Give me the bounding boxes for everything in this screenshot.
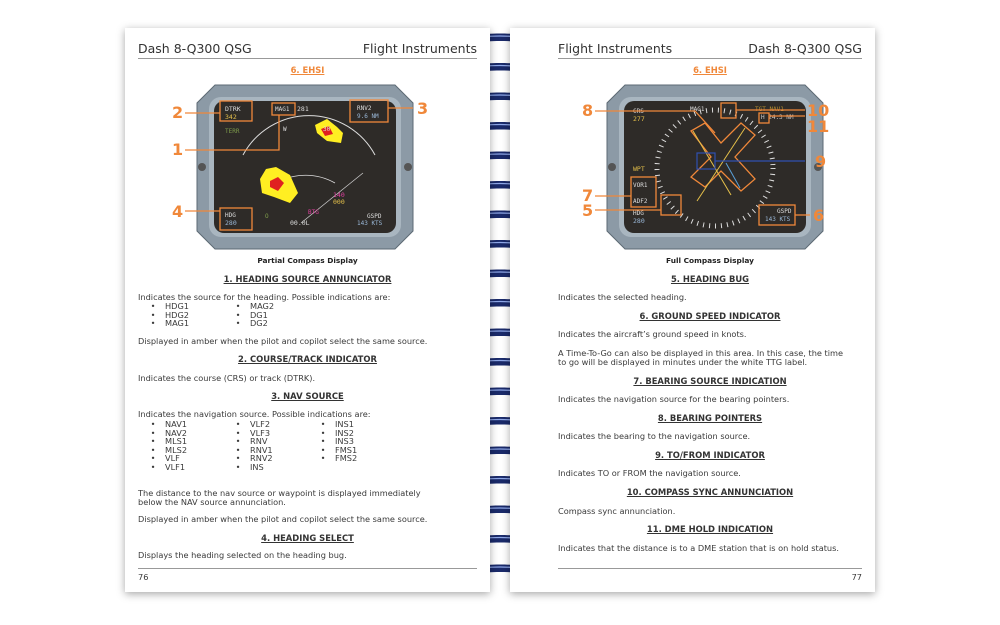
- list-item: • INS2: [315, 429, 357, 438]
- svg-text:3: 3: [417, 99, 429, 118]
- bearing-pointers-title: 8. BEARING POINTERS: [657, 413, 763, 423]
- list-item: • MAG1: [145, 319, 189, 328]
- list-item: • RNV: [230, 437, 273, 446]
- paragraph: to go will be displayed in minutes under the white TTG label.: [558, 357, 808, 367]
- compass-sync-title: 10. COMPASS SYNC ANNUNCIATION: [626, 487, 794, 497]
- left-page: [125, 28, 490, 592]
- svg-text:10: 10: [807, 101, 830, 120]
- list-item: • DG2: [230, 319, 274, 328]
- heading-select-title: 4. HEADING SELECT: [261, 533, 354, 543]
- paragraph: Indicates the navigation source for the bearing pointers.: [558, 394, 790, 404]
- list-item: • VLF1: [145, 463, 187, 472]
- svg-text:GSPD: GSPD: [367, 213, 382, 220]
- bullet-list: [230, 302, 274, 328]
- svg-text:143 KTS: 143 KTS: [357, 220, 383, 227]
- paragraph: Displays the heading selected on the heading bug.: [138, 550, 347, 560]
- svg-text:H 24.3 NM: H 24.3 NM: [761, 114, 794, 121]
- paragraph: A Time-To-Go can also be displayed in this area. In this case, the time: [558, 348, 844, 358]
- list-item: • INS1: [315, 420, 357, 429]
- svg-text:CRS: CRS: [633, 108, 644, 115]
- paragraph: Indicates the aircraft’s ground speed in knots.: [558, 329, 747, 339]
- right-page: [510, 28, 875, 592]
- svg-text:9.6 NM: 9.6 NM: [357, 113, 379, 120]
- paragraph: Displayed in amber when the pilot and copilot select the same source.: [138, 336, 428, 346]
- svg-text:280: 280: [225, 219, 237, 227]
- svg-text:8: 8: [582, 101, 594, 120]
- svg-text:MAG1: MAG1: [690, 106, 705, 113]
- list-item: • FMS1: [315, 446, 357, 455]
- svg-text:VOR1: VOR1: [633, 182, 648, 189]
- bullet-list: [145, 302, 189, 328]
- page-number: 76: [138, 572, 149, 582]
- svg-text:5: 5: [582, 201, 594, 220]
- svg-text:00.0L: 00.0L: [290, 219, 310, 227]
- svg-text:277: 277: [633, 115, 645, 123]
- figure-caption: Partial Compass Display: [257, 256, 358, 265]
- to-from-title: 9. TO/FROM INDICATOR: [655, 450, 765, 460]
- paragraph: Indicates the selected heading.: [558, 292, 687, 302]
- header-title: Dash 8-Q300 QSG: [748, 41, 862, 56]
- paragraph: The distance to the nav source or waypoint is displayed immediately: [138, 488, 421, 498]
- paragraph: Indicates the source for the heading. Possible indications are:: [138, 292, 391, 302]
- list-item: • VLF2: [230, 420, 273, 429]
- list-item: • RNV2: [230, 454, 273, 463]
- list-item: • MLS2: [145, 446, 187, 455]
- paragraph: Indicates that the distance is to a DME station that is on hold status.: [558, 543, 839, 553]
- figure-caption: Full Compass Display: [666, 256, 754, 265]
- svg-text:GSPD: GSPD: [777, 208, 792, 215]
- svg-text:MAG1: MAG1: [275, 106, 290, 113]
- svg-text:W: W: [283, 126, 287, 133]
- svg-text:DTRK: DTRK: [225, 105, 241, 113]
- svg-text:342: 342: [225, 113, 237, 121]
- svg-text:2: 2: [172, 103, 184, 122]
- svg-text:7: 7: [582, 186, 594, 205]
- ground-speed-title: 6. GROUND SPEED INDICATOR: [639, 311, 781, 321]
- ehsi-partial-compass-figure: [145, 83, 465, 258]
- page-number: 77: [851, 572, 862, 582]
- svg-text:BTG: BTG: [308, 209, 319, 216]
- svg-text:4: 4: [172, 202, 184, 221]
- svg-text:281: 281: [297, 105, 309, 113]
- course-track-title: 2. COURSE/TRACK INDICATOR: [238, 354, 377, 364]
- svg-text:WPT: WPT: [633, 165, 645, 173]
- paragraph: Indicates the navigation source. Possible indications are:: [138, 409, 371, 419]
- svg-text:30: 30: [323, 126, 331, 133]
- list-item: • NAV1: [145, 420, 187, 429]
- svg-text:O: O: [265, 213, 269, 220]
- footer-divider: [558, 568, 862, 569]
- svg-text:6: 6: [813, 206, 825, 225]
- footer-divider: [138, 568, 477, 569]
- svg-text:RNV2: RNV2: [357, 105, 372, 112]
- svg-text:TGT NAV1: TGT NAV1: [755, 106, 784, 113]
- svg-text:11: 11: [807, 117, 830, 136]
- list-item: • MAG2: [230, 302, 274, 311]
- dme-hold-title: 11. DME HOLD INDICATION: [646, 524, 774, 534]
- list-item: • HDG1: [145, 302, 189, 311]
- paragraph: Indicates the bearing to the navigation source.: [558, 431, 751, 441]
- paragraph: Compass sync annunciation.: [558, 506, 676, 516]
- svg-text:143 KTS: 143 KTS: [765, 216, 791, 223]
- list-item: • HDG2: [145, 311, 189, 320]
- list-item: • INS: [230, 463, 273, 472]
- section-title: 6. EHSI: [693, 65, 727, 75]
- svg-text:000: 000: [333, 198, 345, 206]
- list-item: • DG1: [230, 311, 274, 320]
- list-item: • RNV1: [230, 446, 273, 455]
- bullet-list: [315, 420, 357, 463]
- svg-text:280: 280: [633, 217, 645, 225]
- paragraph: below the NAV source annunciation.: [138, 497, 286, 507]
- paragraph: Indicates the course (CRS) or track (DTRK).: [138, 373, 316, 383]
- section-title: 6. EHSI: [290, 65, 325, 75]
- header-title: Dash 8-Q300 QSG: [138, 41, 252, 56]
- header-divider: [138, 58, 477, 59]
- bullet-list: [145, 420, 187, 472]
- list-item: • FMS2: [315, 454, 357, 463]
- header-section: Flight Instruments: [558, 41, 673, 56]
- paragraph: Displayed in amber when the pilot and copilot select the same source.: [138, 514, 428, 524]
- header-divider: [558, 58, 862, 59]
- header-section: Flight Instruments: [362, 41, 477, 56]
- svg-text:HDG: HDG: [633, 210, 644, 217]
- heading-source-title: 1. HEADING SOURCE ANNUNCIATOR: [223, 274, 392, 284]
- bullet-list: [230, 420, 273, 472]
- svg-text:140: 140: [333, 191, 345, 199]
- heading-bug-title: 5. HEADING BUG: [670, 274, 750, 284]
- nav-source-title: 3. NAV SOURCE: [271, 391, 344, 401]
- paragraph: Indicates TO or FROM the navigation source.: [558, 468, 741, 478]
- list-item: • MLS1: [145, 437, 187, 446]
- ehsi-full-compass-figure: [555, 83, 875, 258]
- list-item: • VLF3: [230, 429, 273, 438]
- svg-text:HDG: HDG: [225, 212, 236, 219]
- svg-text:9: 9: [815, 152, 827, 171]
- list-item: • NAV2: [145, 429, 187, 438]
- svg-text:ADF2: ADF2: [633, 198, 648, 205]
- svg-text:1: 1: [172, 140, 184, 159]
- list-item: • INS3: [315, 437, 357, 446]
- list-item: • VLF: [145, 454, 187, 463]
- bearing-source-title: 7. BEARING SOURCE INDICATION: [633, 376, 787, 386]
- svg-text:TERR: TERR: [225, 128, 240, 135]
